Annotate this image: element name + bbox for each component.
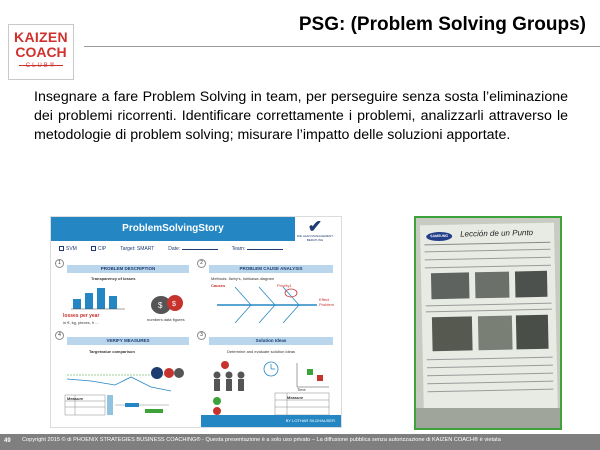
transparency-label: Transparency of losses	[91, 276, 136, 281]
verify-chart-icon	[61, 357, 191, 417]
copyright-text: Copyright 2015 © di PHOENIX STRATEGIES BUSINESS COACHING® - Questa presentazione è a solo uso privato – La diffusione pubblica senza autorizzazione di KAIZEN COACH® è vietata	[22, 437, 501, 443]
photo-bottom-strip	[416, 408, 560, 428]
target-label: Target: SMART	[120, 245, 155, 252]
methods-label: Methods: 5why's, Ishikawa diagram	[211, 276, 275, 281]
poster-brand-logo	[295, 219, 335, 243]
targetvalue-label: Targetvalue comparison	[89, 349, 135, 354]
cip-checkbox-icon	[91, 246, 96, 251]
poster-brand-label: DIE LEAN MANAGEMENT BERATUNG	[296, 234, 333, 242]
problem-solving-story-poster	[50, 216, 342, 428]
title-divider	[84, 46, 600, 47]
losses-units-label: in €, kg, pieces, h ...	[63, 320, 99, 325]
verify-measures-bar: VERIFY MEASURES	[67, 337, 189, 345]
quadrant-number: 2	[197, 259, 206, 268]
problem-description-bar: PROBLEM DESCRIPTION	[67, 265, 189, 273]
lesson-photo-4	[432, 316, 473, 351]
solution-team-icon	[207, 355, 337, 417]
verify-measure-label: Measure	[67, 396, 84, 401]
losses-per-year-label: losses per year	[63, 313, 100, 319]
problem-cause-analysis-bar: PROBLEM CAUSE ANALYSIS	[209, 265, 333, 273]
quadrant-number: 1	[55, 259, 64, 268]
team-label: Team:	[231, 246, 246, 252]
lesson-photo-3	[515, 271, 548, 298]
slide-title: PSG: (Problem Solving Groups)	[298, 14, 586, 35]
samsung-logo: SAMSUNG	[426, 232, 452, 242]
checkmark-icon: ✔	[307, 217, 323, 236]
money-bag-icon	[147, 287, 187, 315]
lesson-sheet	[420, 223, 558, 422]
lesson-photo-2	[475, 272, 510, 299]
priority-label: Priority1	[277, 283, 292, 288]
figures-label: numbers data figures	[147, 317, 185, 322]
kaizen-coach-logo	[8, 24, 74, 80]
logo-line-kaizen: KAIZEN	[14, 29, 68, 45]
lesson-photo-5	[478, 316, 513, 351]
slide-body-text: Insegnare a fare Problem Solving in team, per perseguire senza sosta l’eliminazione dei problemi ricorrenti. Identificare correttamente i problemi, analizzarli attraverso le metodologie di problem solving; misurare l’impatto delle soluzioni apportate.	[34, 89, 568, 143]
lesson-sheet-title: Lección de un Punto	[460, 228, 534, 239]
lesson-photo-6	[516, 315, 549, 350]
quadrant-number: 3	[197, 331, 206, 340]
logo-line-coach: COACH	[15, 44, 67, 60]
one-point-lesson-photo	[414, 216, 562, 430]
page-number: 49	[4, 438, 11, 444]
date-label: Date:	[168, 246, 181, 252]
losses-bar-chart-icon	[69, 283, 139, 311]
lesson-photo-1	[431, 272, 470, 299]
time-label: Time	[297, 387, 306, 392]
slide-footer	[0, 434, 600, 450]
solution-ideas-bar: Solution Ideas	[209, 337, 333, 345]
ishikawa-diagram-icon	[207, 281, 337, 329]
svm-label: SVM	[66, 245, 77, 252]
causes-label: Causes	[211, 283, 226, 288]
svg-text:$: $	[172, 301, 176, 308]
effect-problem-label: Effect Problem	[319, 297, 334, 307]
svg-text:$: $	[158, 301, 163, 310]
quadrant-number: 4	[55, 331, 64, 340]
poster-info-row	[59, 245, 283, 252]
poster-header: ProblemSolvingStory	[51, 217, 295, 241]
determine-label: Determine and evaluate solution ideas	[227, 349, 296, 354]
poster-footer: BY LOTHAR SILDHAUSER	[201, 415, 341, 427]
solution-measure-label: Measure	[287, 395, 304, 400]
svm-checkbox-icon	[59, 246, 64, 251]
cip-label: CIP	[97, 245, 107, 252]
logo-line-club: CLUB®	[25, 63, 57, 69]
